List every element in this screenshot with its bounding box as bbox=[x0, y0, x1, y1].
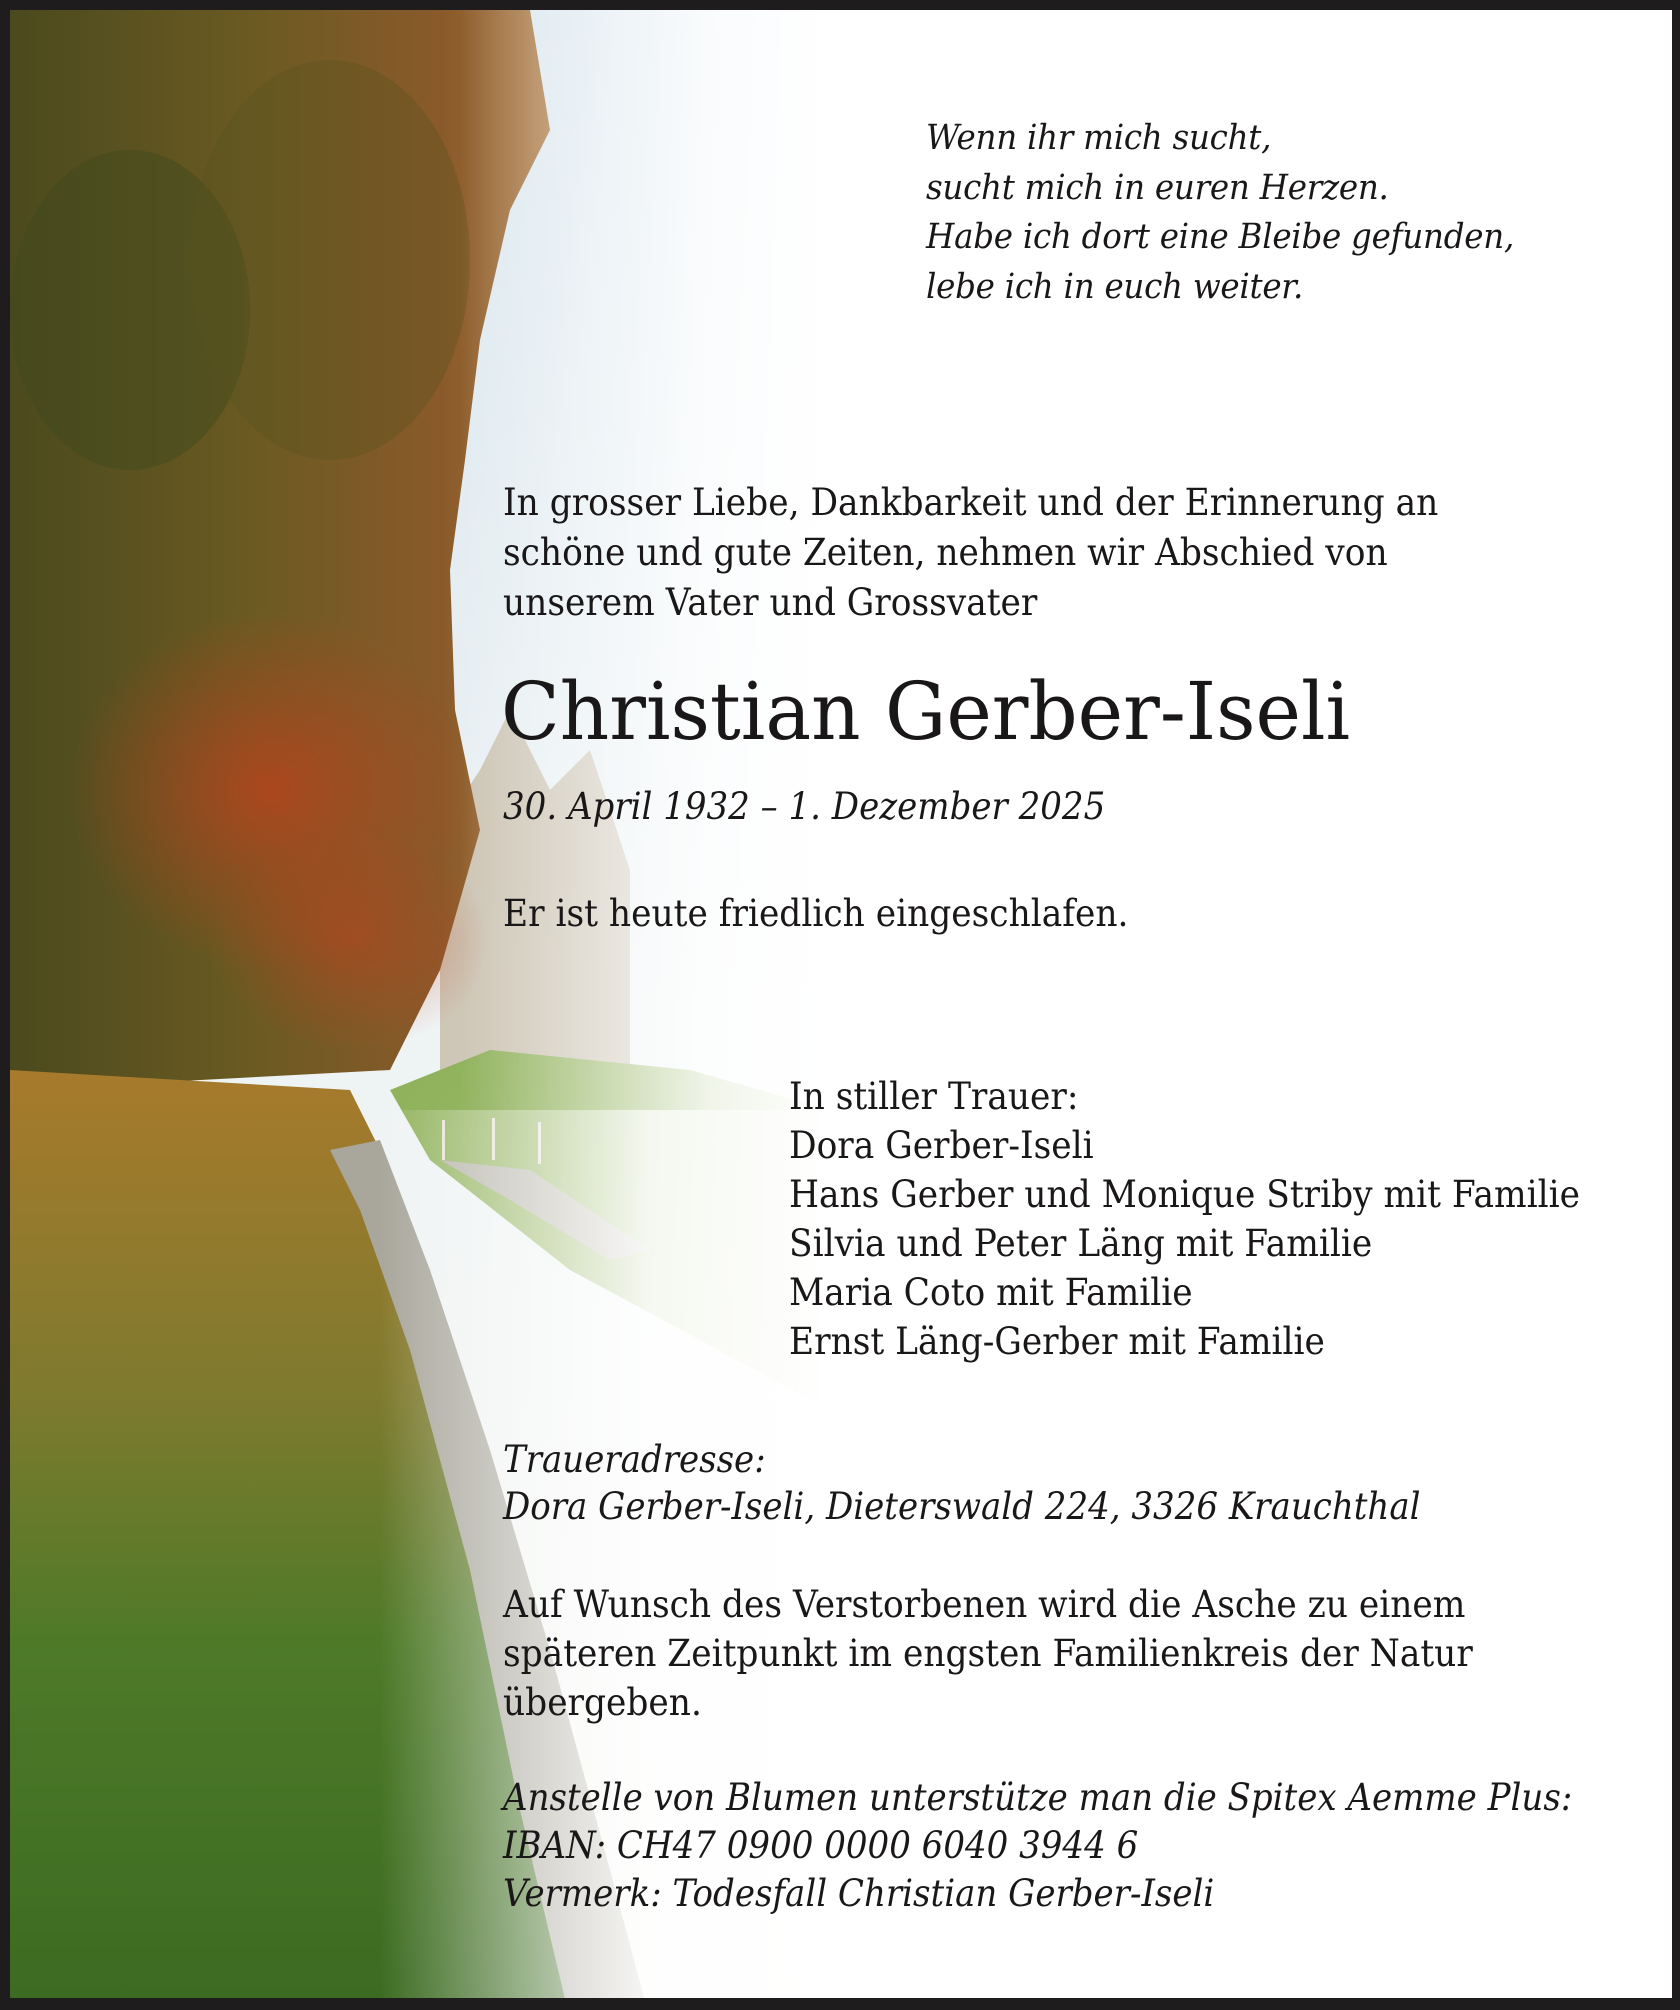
mourner-item: Dora Gerber-Iseli bbox=[789, 1124, 1094, 1167]
mourner-item: Silvia und Peter Läng mit Familie bbox=[789, 1222, 1373, 1265]
ashes-line: übergeben. bbox=[503, 1681, 702, 1724]
iban-line: IBAN: CH47 0900 0000 6040 3944 6 bbox=[503, 1824, 1139, 1867]
address-value: Dora Gerber-Iseli, Dieterswald 224, 3326 Krauchthal bbox=[503, 1485, 1421, 1528]
farewell-intro bbox=[503, 478, 1438, 628]
passing-note: Er ist heute friedlich eingeschlafen. bbox=[503, 892, 1129, 935]
mourner-item: Maria Coto mit Familie bbox=[789, 1271, 1193, 1314]
intro-line: unserem Vater und Grossvater bbox=[503, 581, 1038, 624]
mourning-address bbox=[503, 1436, 1421, 1530]
deceased-name: Christian Gerber-Iseli bbox=[501, 665, 1351, 758]
poem-line: Habe ich dort eine Bleibe gefunden, bbox=[926, 217, 1515, 257]
poem-line: sucht mich in euren Herzen. bbox=[926, 167, 1389, 208]
mourner-item: Hans Gerber und Monique Striby mit Familie bbox=[789, 1173, 1580, 1216]
memorial-poem bbox=[926, 114, 1514, 312]
ashes-line: Auf Wunsch des Verstorbenen wird die Asche zu einem bbox=[503, 1583, 1466, 1626]
ashes-note bbox=[503, 1580, 1473, 1727]
poem-line: Wenn ihr mich sucht, bbox=[926, 118, 1272, 158]
reference-line: Vermerk: Todesfall Christian Gerber-Iseli bbox=[503, 1872, 1215, 1915]
mourner-item: Ernst Läng-Gerber mit Familie bbox=[789, 1320, 1325, 1363]
intro-line: In grosser Liebe, Dankbarkeit und der Erinnerung an bbox=[503, 481, 1439, 524]
mourners-heading: In stiller Trauer: bbox=[789, 1075, 1079, 1118]
mourners-list bbox=[789, 1072, 1580, 1366]
life-dates: 30. April 1932 – 1. Dezember 2025 bbox=[503, 785, 1106, 828]
ashes-line: späteren Zeitpunkt im engsten Familienkreis der Natur bbox=[503, 1632, 1473, 1675]
intro-line: schöne und gute Zeiten, nehmen wir Abschied von bbox=[503, 531, 1388, 574]
donation-line: Anstelle von Blumen unterstütze man die Spitex Aemme Plus: bbox=[503, 1776, 1573, 1819]
address-label: Traueradresse: bbox=[503, 1438, 766, 1481]
poem-line: lebe ich in euch weiter. bbox=[926, 266, 1304, 307]
donation-info bbox=[503, 1774, 1572, 1918]
